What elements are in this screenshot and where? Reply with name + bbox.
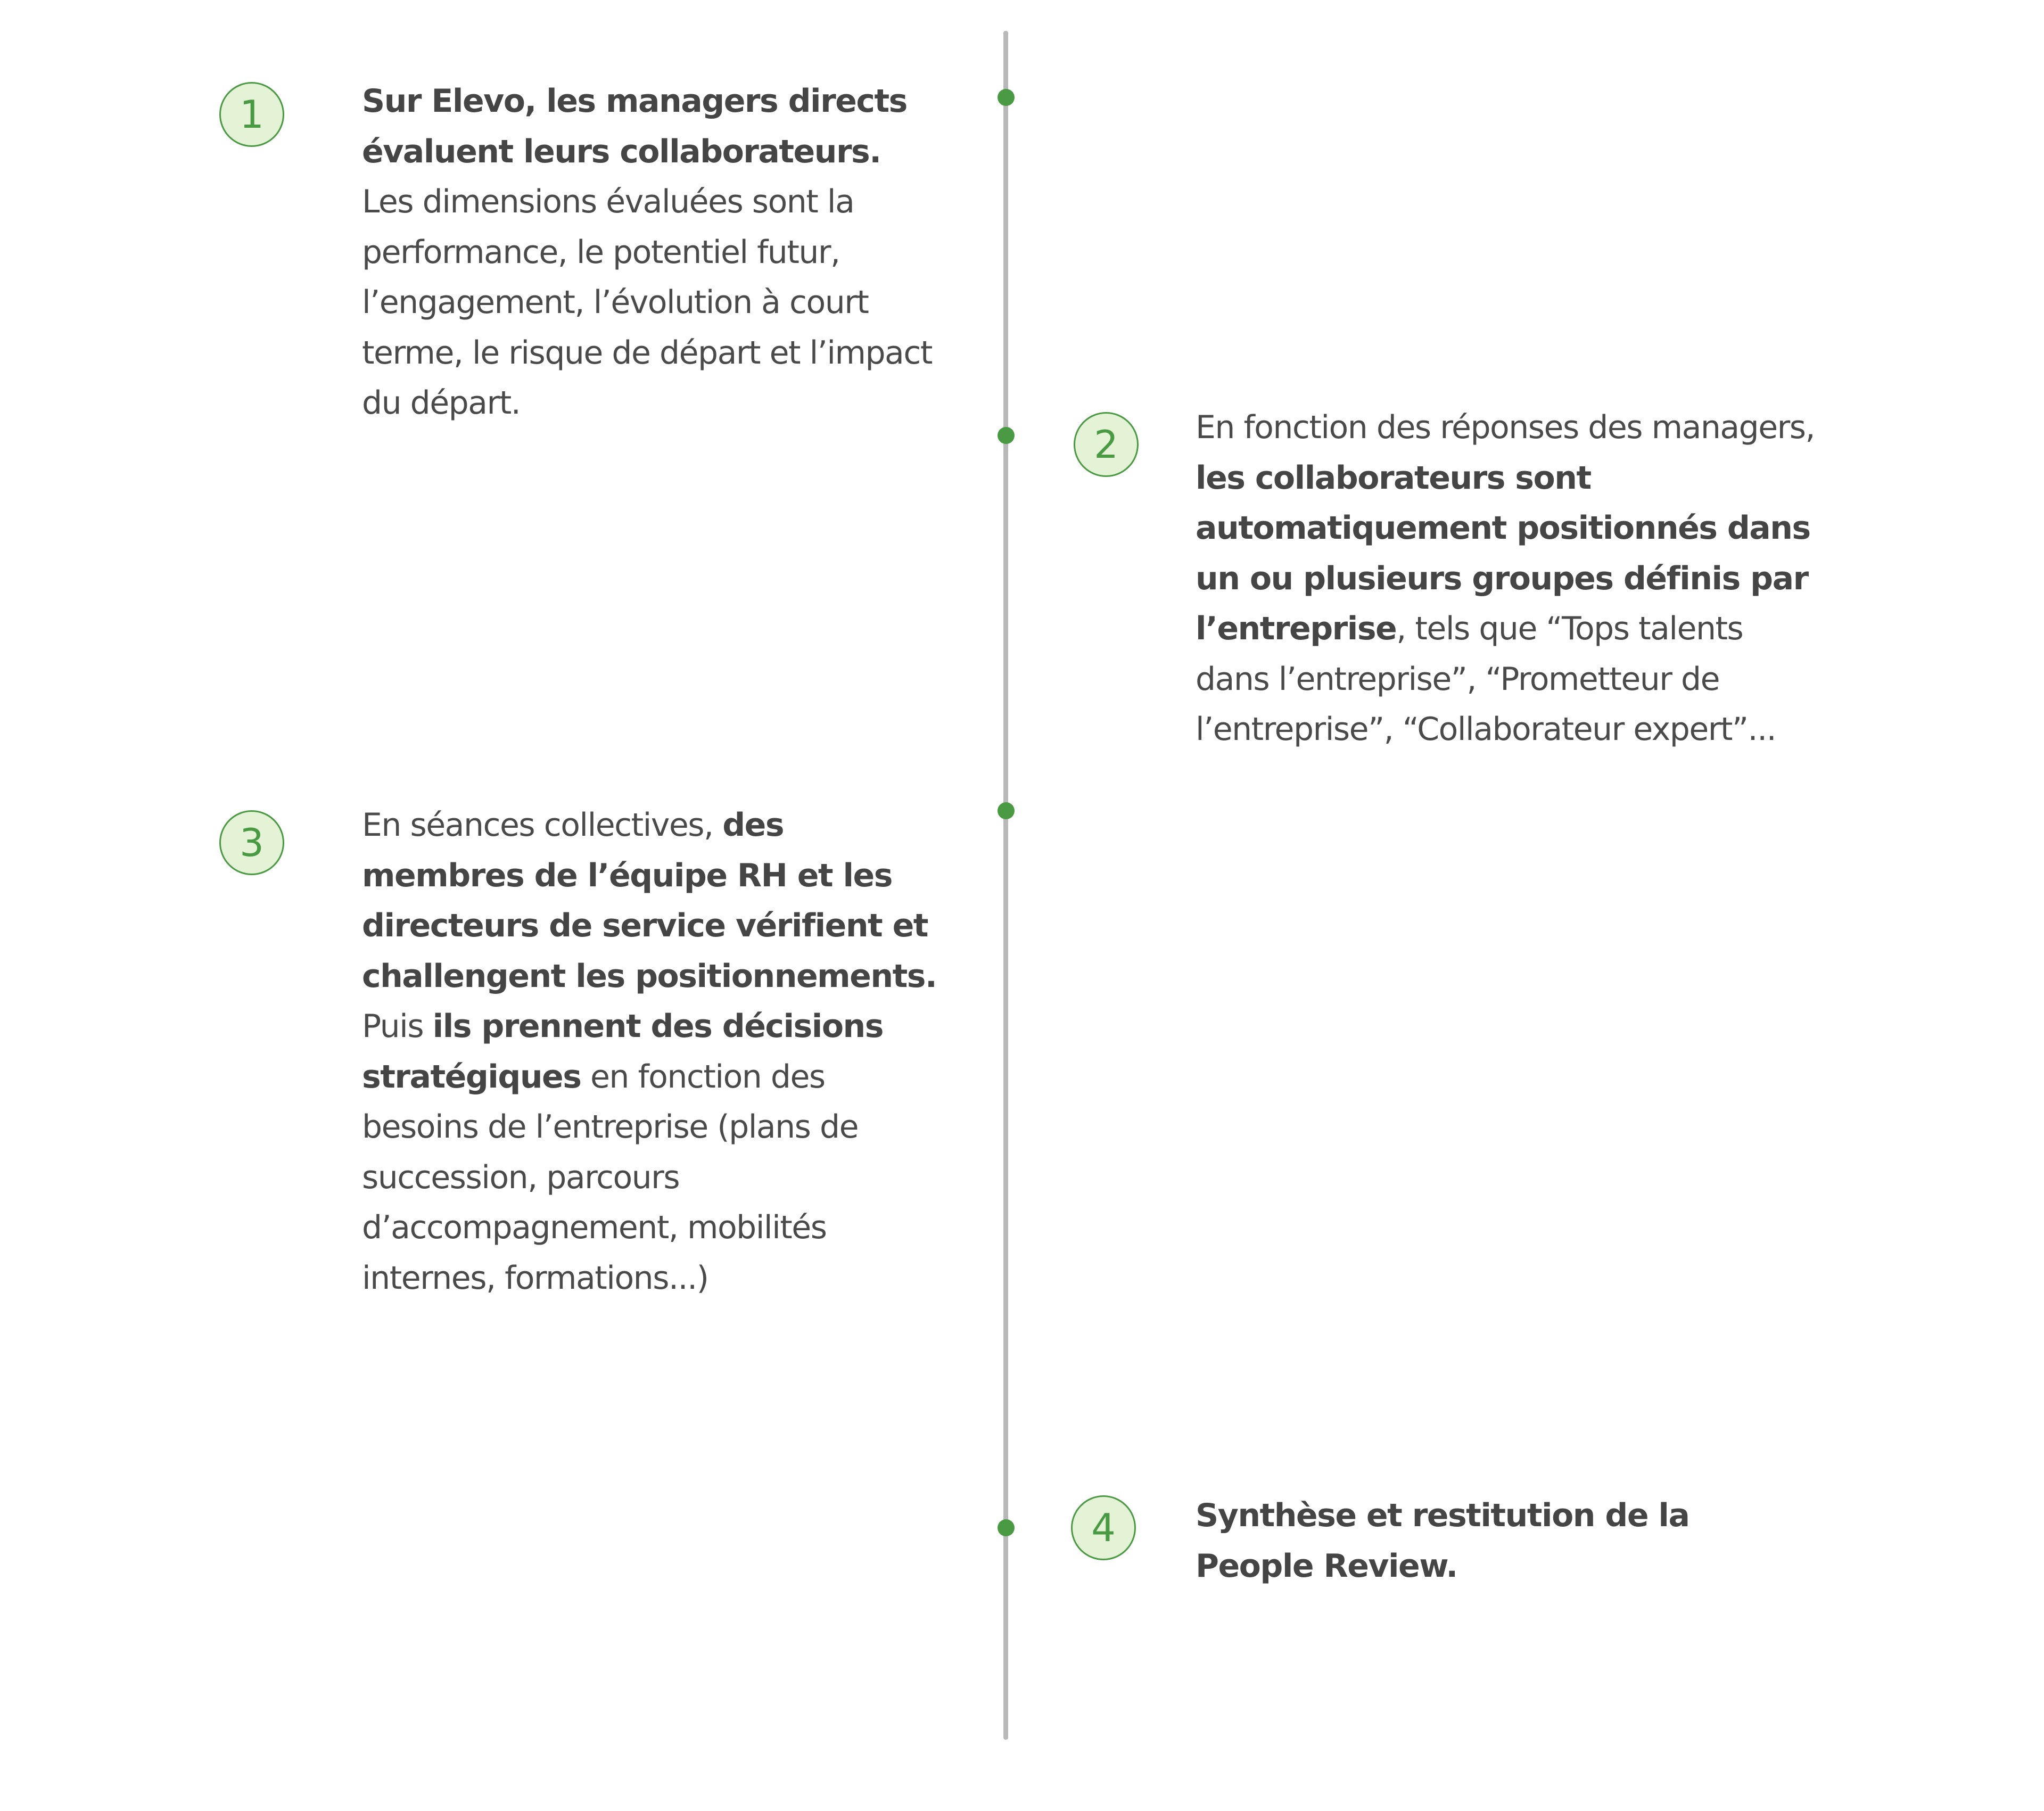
step-3-segment-2: des membres de l’équipe RH et les directeurs de service vérifient et challengent les positionnements.	[362, 806, 937, 995]
step-1-text	[362, 76, 937, 429]
step-4-badge: 4	[1071, 1495, 1136, 1560]
step-2-badge: 2	[1074, 412, 1139, 477]
timeline-line	[1003, 31, 1008, 1740]
step-2-segment-1: En fonction des réponses des managers,	[1196, 409, 1815, 446]
step-1-segment-2: Les dimensions évaluées sont la performance, le potentiel futur, l’engagement, l’évolution à court terme, le risque de départ et l’impact du départ.	[362, 183, 932, 422]
step-1-segment-1: Sur Elevo, les managers directs évaluent leurs collaborateurs.	[362, 83, 907, 170]
timeline-dot-1	[998, 89, 1015, 106]
timeline-dot-4	[998, 1519, 1015, 1536]
step-3-segment-5: en fonction des besoins de l’entreprise (plans de succession, parcours d’accompagnement, mobilités internes, formations...)	[362, 1058, 859, 1297]
step-3-badge: 3	[219, 810, 284, 875]
timeline-dot-2	[998, 427, 1015, 444]
step-1-badge: 1	[219, 82, 284, 147]
step-4-text	[1196, 1491, 1728, 1591]
step-3-segment-1: En séances collectives,	[362, 806, 723, 844]
step-2-text	[1196, 402, 1824, 755]
step-2-segment-3: , tels que “Tops talents dans l’entreprise”, “Prometteur de l’entreprise”, “Collaborateur expert”...	[1196, 610, 1776, 748]
step-3-text	[362, 800, 937, 1303]
step-3-segment-4: ils prennent des décisions stratégiques	[362, 1008, 883, 1096]
step-3-segment-3: Puis	[362, 1008, 433, 1045]
step-2-segment-2: les collaborateurs sont automatiquement positionnés dans un ou plusieurs groupes définis par l’entreprise	[1196, 459, 1810, 647]
timeline-dot-3	[998, 802, 1015, 819]
step-4-segment-1: Synthèse et restitution de la People Review.	[1196, 1497, 1689, 1585]
